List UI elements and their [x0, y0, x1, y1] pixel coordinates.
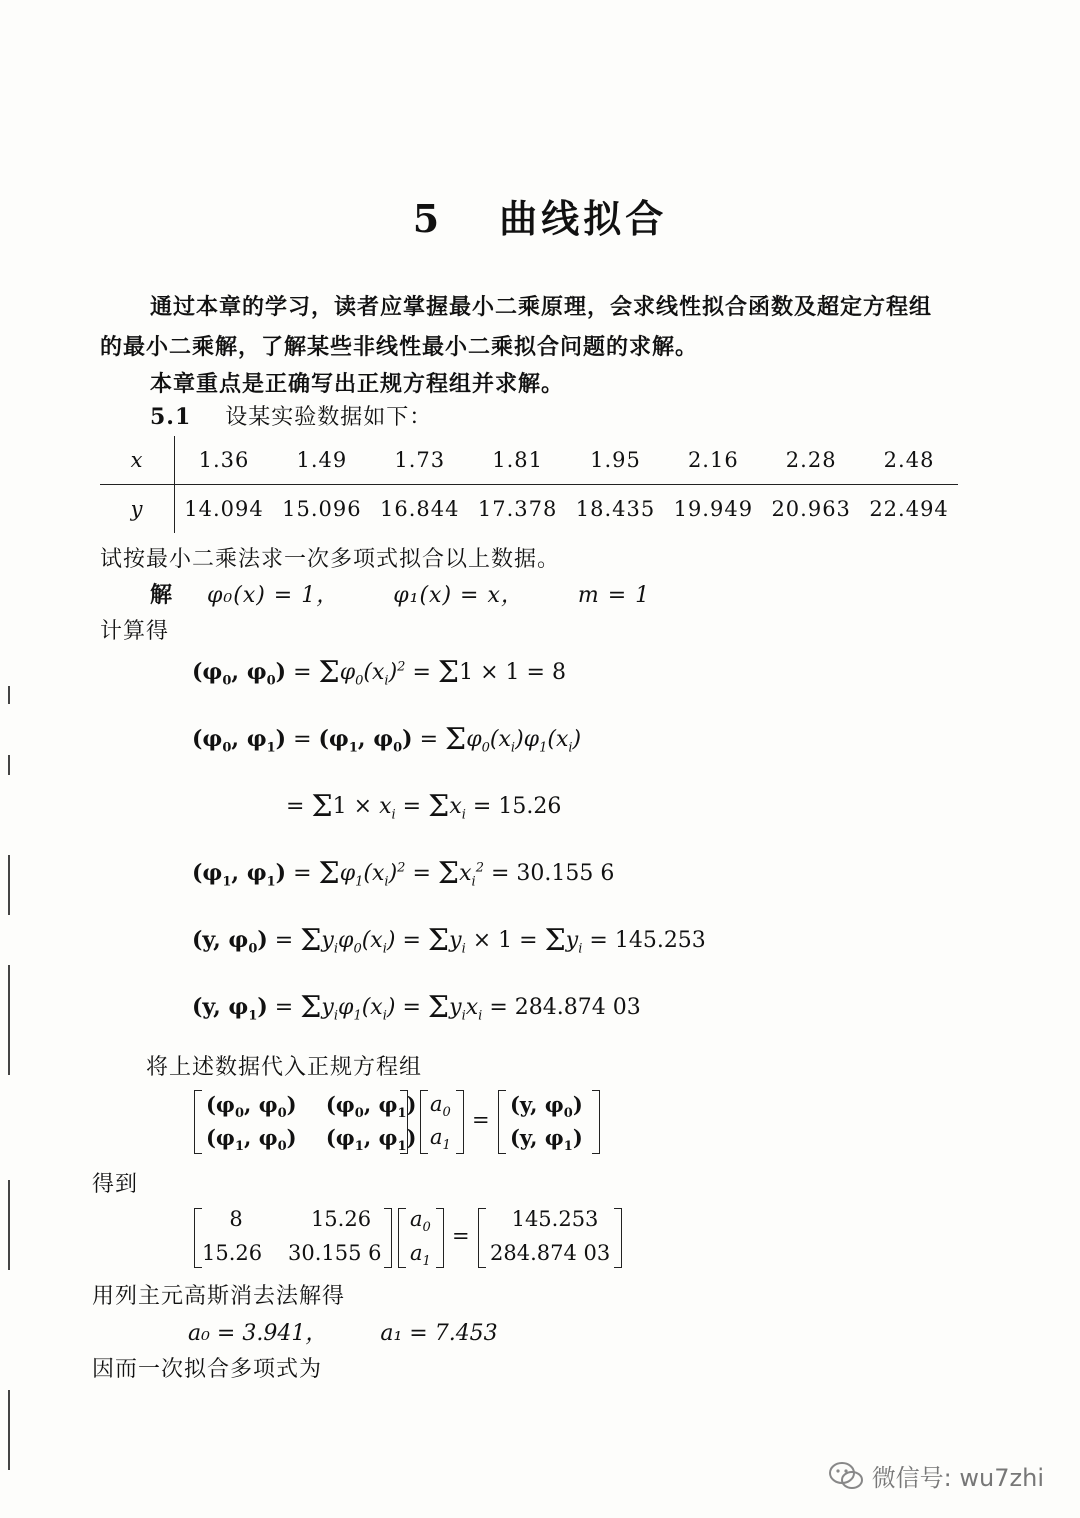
exercise-number: 5.1 — [150, 404, 192, 430]
y-cell: 19.949 — [673, 497, 754, 521]
scan-mark — [8, 1390, 10, 1470]
scan-mark — [8, 755, 10, 775]
eq-phi0-phi1: ($\varphi_0$, $\varphi_1) = (\varphi_1$, $\varphi_0) = \Sigma\varphi_0(x_i)\varphi_1(x_i)$ — [192, 722, 582, 757]
matrix-a21: 15.26 — [202, 1241, 263, 1265]
result-ry0: 145.253 — [614, 928, 706, 953]
y-cell: 14.094 — [184, 497, 264, 521]
solution-line — [150, 578, 650, 609]
intro-line-2: 的最小二乘解，了解某些非线性最小二乘拟合问题的求解。 — [100, 334, 699, 360]
chapter-title — [0, 188, 1080, 243]
x-cell: 1.73 — [371, 436, 469, 485]
exercise-text: 设某实验数据如下： — [225, 405, 433, 430]
eq-phi1-phi1: ($\varphi_1$, $\varphi_1) = \Sigma\varphi_1(x_i)^2 = \Sigma x_i^2 = 30.155$ 6 — [192, 856, 615, 891]
basis-phi1: φ₁(x) = x， — [393, 583, 524, 608]
eq-y-phi1: (y, $\varphi_1) = \Sigma y_i\varphi_1(x_i) = \Sigma y_ix_i = 284.874$ 03 — [192, 990, 641, 1025]
wechat-icon — [828, 1461, 864, 1491]
y-cell: 20.963 — [771, 497, 851, 521]
result-r01: 15.26 — [498, 794, 562, 819]
y-cell: 18.435 — [575, 497, 656, 521]
y-label: y — [100, 485, 175, 534]
exercise-heading — [150, 400, 432, 431]
x-cell: 2.48 — [860, 436, 958, 485]
eq-y-phi0: (y, $\varphi_0) = \Sigma y_i\varphi_0(x_i) = \Sigma y_i \times 1 = \Sigma y_i = 145.253$ — [192, 923, 706, 958]
matrix-a22: 30.155 6 — [288, 1241, 382, 1265]
result-r00: 8 — [551, 660, 566, 685]
compute-label: 计算得 — [100, 619, 170, 644]
result-r11: 30.155 6 — [516, 861, 615, 886]
solution-a1: a₁ = 7.453 — [380, 1321, 498, 1346]
eq-phi0-phi1-cont: = $\Sigma 1 \times x_i = \Sigma x_i = 15.26$ — [286, 789, 562, 824]
x-cell: 1.81 — [469, 436, 567, 485]
watermark-text: 微信号: wu7zhi — [871, 1464, 1044, 1492]
y-cell: 16.844 — [380, 497, 460, 521]
table-row-y — [100, 485, 958, 534]
eq-phi0-phi0: ($\varphi_0$, $\varphi_0) = \Sigma\varphi_0(x_i)^2 = \Sigma 1 \times 1 = 8$ — [192, 655, 566, 690]
x-cell: 1.95 — [567, 436, 665, 485]
matrix-b2: 284.874 03 — [490, 1241, 611, 1265]
scan-mark — [8, 965, 10, 1075]
matrix-a11: 8 — [229, 1207, 243, 1231]
basis-m: m = 1 — [577, 583, 651, 608]
solution-values — [188, 1316, 498, 1347]
chapter-name: 曲线拟合 — [499, 196, 668, 241]
basis-phi0: φ₀(x) = 1， — [207, 583, 340, 608]
solution-label: 解 — [150, 582, 174, 608]
x-cell: 2.28 — [762, 436, 860, 485]
intro-line-3: 本章重点是正确写出正规方程组并求解。 — [150, 371, 565, 397]
gauss-label: 用列主元高斯消去法解得 — [92, 1284, 346, 1309]
normal-eq-label: 将上述数据代入正规方程组 — [146, 1055, 423, 1080]
y-cell: 17.378 — [477, 497, 558, 521]
data-table — [100, 436, 958, 533]
y-cell: 22.494 — [869, 497, 949, 521]
final-label: 因而一次拟合多项式为 — [92, 1357, 323, 1382]
scan-mark — [8, 686, 10, 704]
y-cell: 15.096 — [282, 497, 362, 521]
result-ry1: 284.874 03 — [514, 995, 641, 1020]
intro-line-1: 通过本章的学习，读者应掌握最小二乘原理，会求线性拟合函数及超定方程组 — [150, 294, 933, 320]
wechat-watermark — [828, 1458, 1044, 1493]
scan-mark — [8, 855, 10, 915]
x-label: x — [100, 436, 175, 485]
matrix-a12: 15.26 — [310, 1207, 372, 1231]
x-cell: 2.16 — [664, 436, 762, 485]
got-label: 得到 — [92, 1172, 139, 1197]
table-row-x — [100, 436, 958, 485]
question-text: 试按最小二乘法求一次多项式拟合以上数据。 — [100, 547, 561, 572]
chapter-number: 5 — [412, 196, 444, 241]
matrix-b1: 145.253 — [511, 1207, 599, 1231]
x-cell: 1.36 — [175, 436, 273, 485]
solution-a0: a₀ = 3.941， — [188, 1321, 328, 1346]
x-cell: 1.49 — [273, 436, 371, 485]
scan-mark — [8, 1180, 10, 1270]
